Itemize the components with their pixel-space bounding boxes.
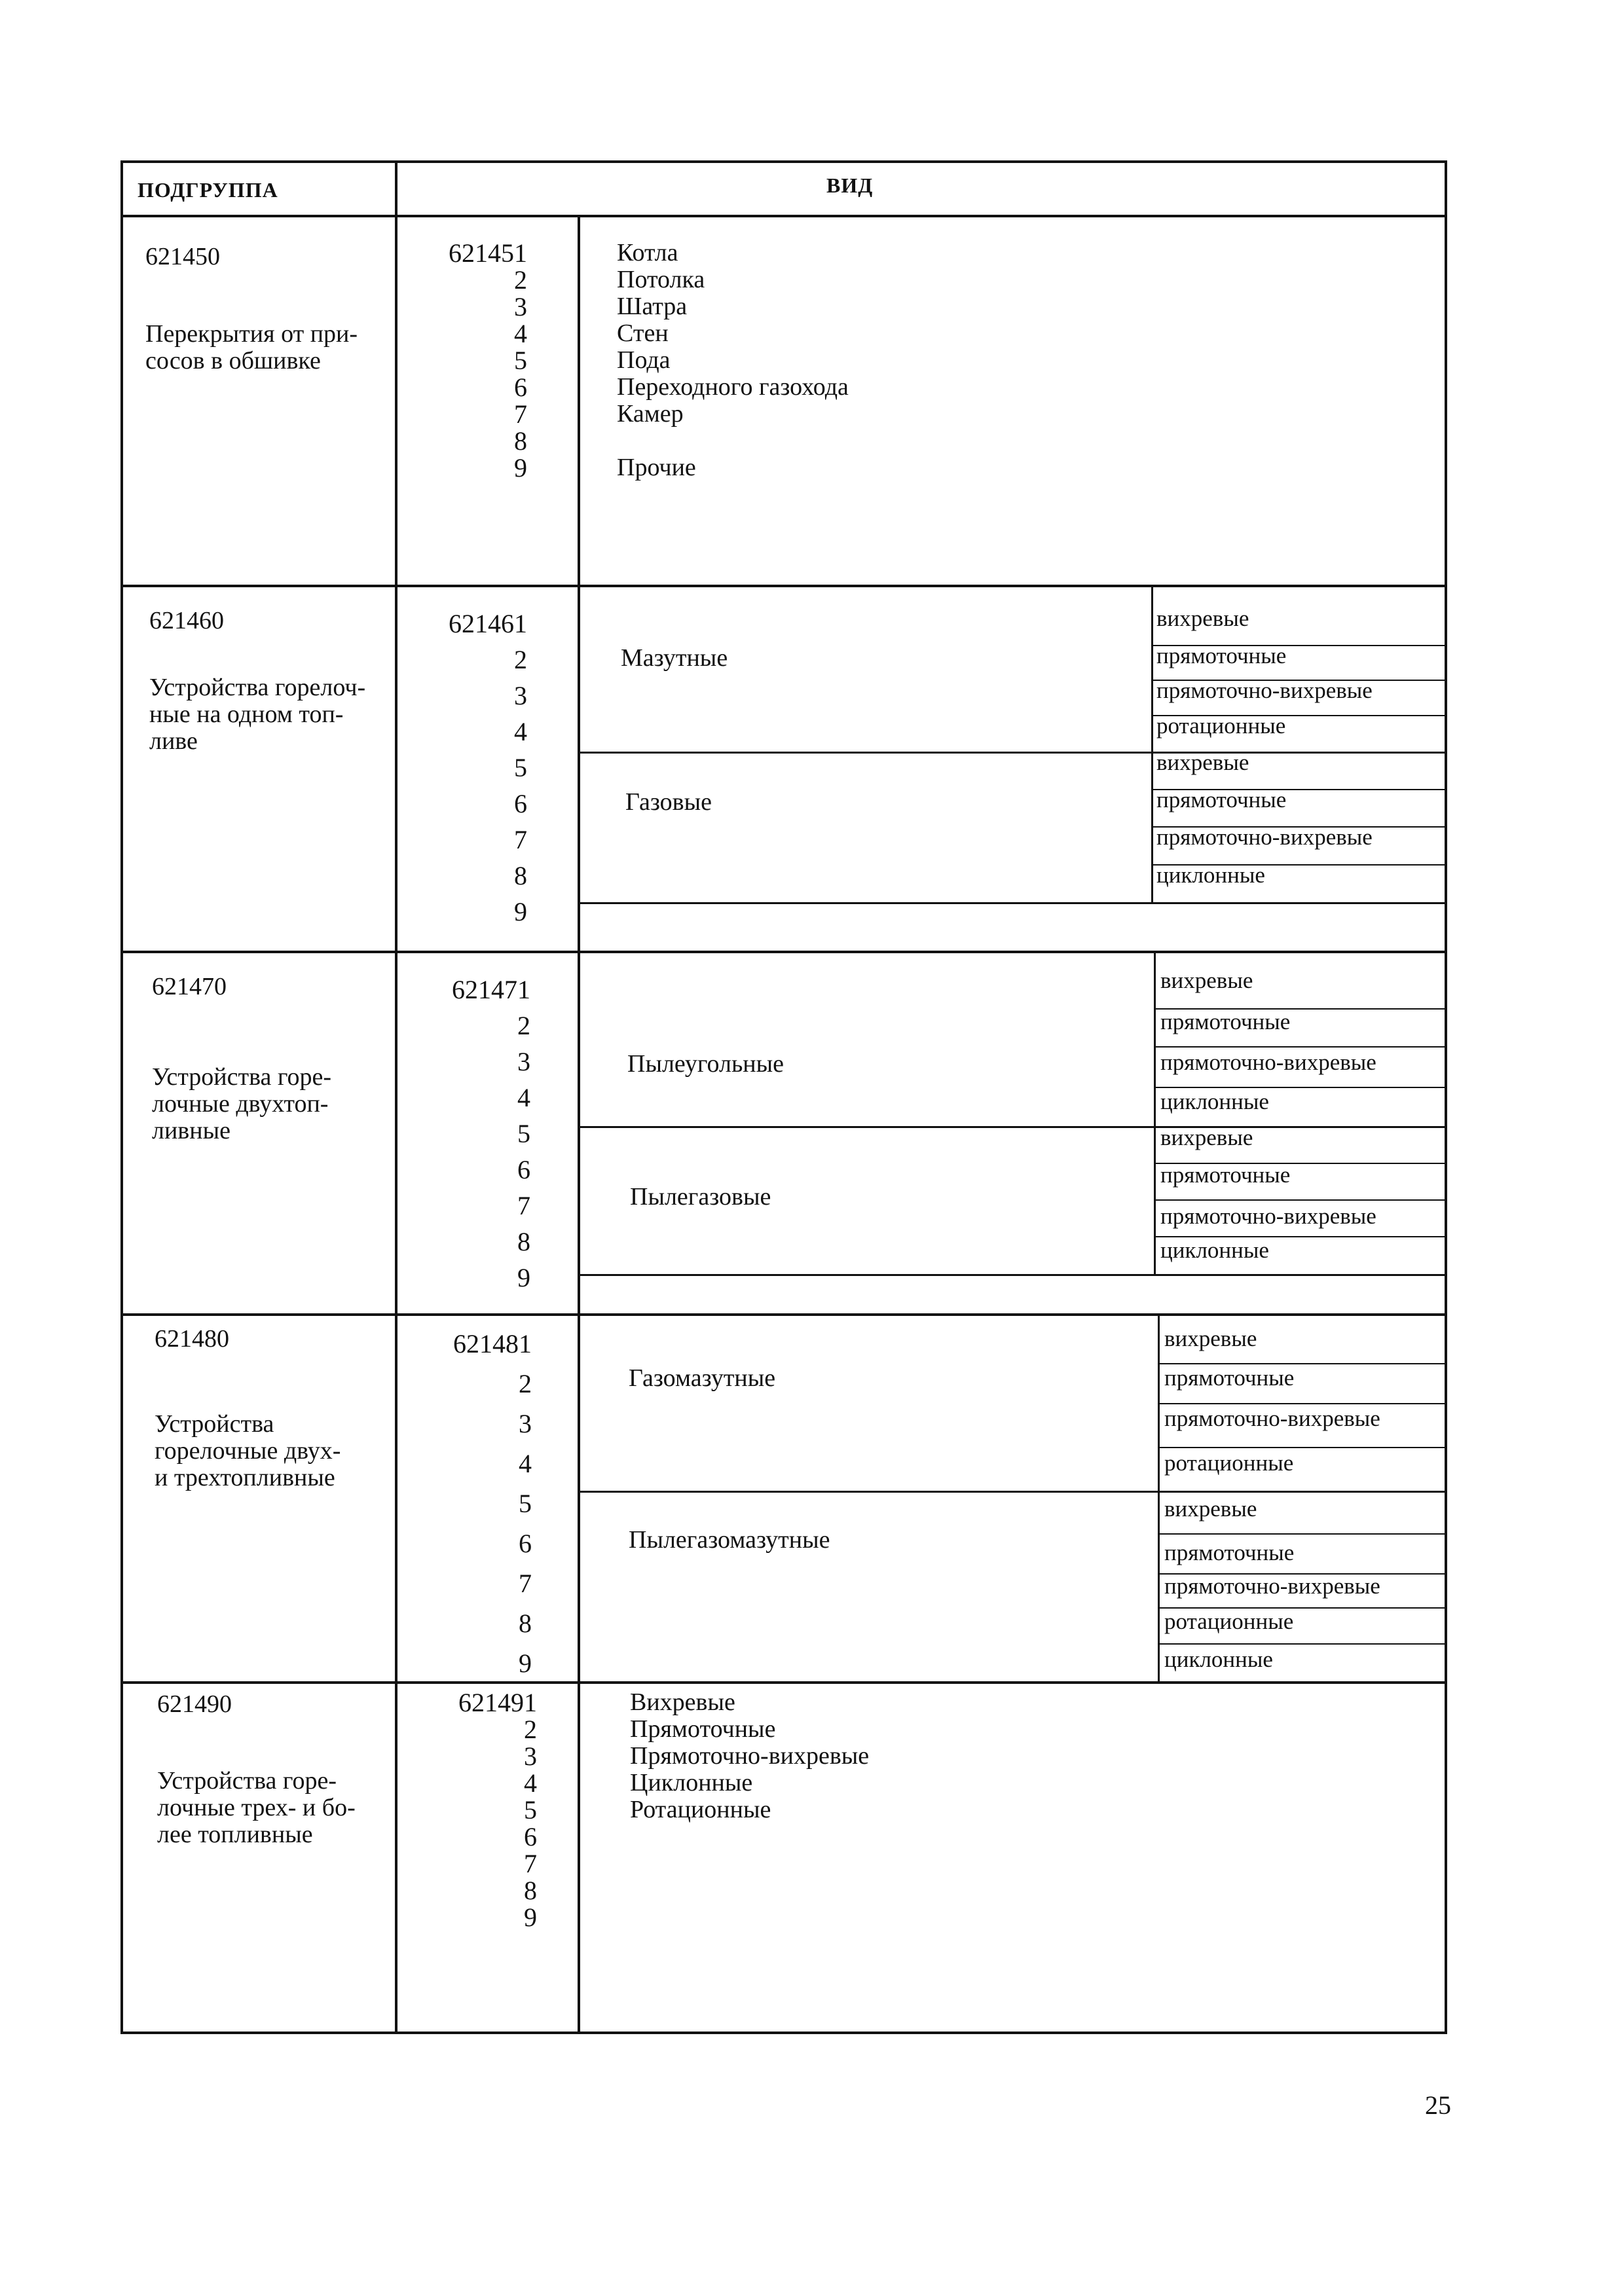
group-name-line: и трехтопливные [155,1464,335,1491]
code-line: 8 [519,1609,532,1638]
list-item: Шатра [617,293,688,320]
code-line: 6 [519,1529,532,1558]
tag-label: циклонные [1160,1237,1269,1263]
code-line: 9 [519,1649,532,1678]
sub-label: Пылегазомазутные [629,1526,830,1554]
code-line: 9 [517,1263,530,1292]
tag-separator [1155,1046,1447,1048]
tag-label: вихревые [1160,968,1253,993]
group-separator [120,1681,1447,1684]
tag-label: прямоточно-вихревые [1156,678,1373,703]
code-line: 621491 [458,1688,537,1717]
col-divider-codes [578,216,580,2033]
group-separator [120,951,1447,953]
sub-separator [579,1126,1447,1128]
code-list [419,1324,532,1683]
code-line: 5 [524,1795,537,1825]
tag-separator [1159,1447,1447,1448]
tag-label: прямоточно-вихревые [1164,1573,1380,1599]
code-line: 6 [514,789,527,818]
group-code: 621470 [152,973,227,1000]
code-line: 9 [514,453,527,483]
page-number: 25 [1425,2090,1451,2120]
list-item: Циклонные [630,1769,753,1796]
tag-label: ротационные [1156,713,1286,738]
group-code: 621480 [155,1325,229,1353]
list-item: Потолка [617,266,705,293]
header-subgroup: ПОДГРУППА [138,178,278,202]
code-line: 621461 [449,609,527,638]
group-code: 621460 [149,607,224,634]
tag-label: прямоточно-вихревые [1160,1049,1376,1075]
code-line: 4 [519,1449,532,1478]
tag-label: прямоточно-вихревые [1156,824,1373,850]
list-item: Стен [617,319,669,347]
code-line: 3 [519,1409,532,1438]
tag-label: прямоточно-вихревые [1160,1203,1376,1229]
group-name-line: ные на одном топ- [149,701,344,728]
tag-label: прямоточные [1160,1009,1291,1034]
tag-column-divider [1151,586,1153,903]
group-name-line: лочные трех- и бо- [157,1794,356,1821]
tag-label: циклонные [1160,1089,1269,1114]
header-divider [120,215,1447,217]
tag-label: прямоточные [1156,643,1287,668]
group-separator [120,1313,1447,1316]
code-line: 5 [517,1119,530,1148]
list-item [617,428,849,454]
group-name-line: Устройства горе- [152,1063,332,1091]
group-name-line: ливные [152,1117,231,1144]
code-line: 9 [524,1903,537,1932]
tag-label: циклонные [1164,1647,1273,1672]
code-line: 2 [514,265,527,295]
code-line: 5 [519,1489,532,1518]
code-line: 7 [517,1191,530,1220]
group-name-line: Устройства [155,1410,274,1438]
sub-separator [579,1491,1447,1493]
tag-label: прямоточные [1164,1540,1295,1565]
tag-label: ротационные [1164,1450,1294,1476]
table-left-border [120,160,123,2034]
sub-label: Газомазутные [629,1364,776,1392]
code-list [419,1689,537,1931]
list-item: Вихревые [630,1688,735,1716]
tag-label: вихревые [1164,1496,1257,1522]
tag-label: прямоточные [1164,1365,1295,1391]
group-separator [120,585,1447,587]
tag-label: ротационные [1164,1609,1294,1634]
code-line: 7 [514,399,527,429]
group-name-line: Перекрытия от при- [145,320,358,348]
code-line: 6 [514,373,527,402]
code-line: 3 [514,681,527,710]
list-item: Прочие [617,454,696,481]
code-line: 9 [514,897,527,926]
group-name-line: ливе [149,727,198,755]
table-bottom-border [120,2032,1447,2034]
tag-label: прямоточные [1160,1162,1291,1188]
tag-separator [1159,1403,1447,1404]
group-name-line: Устройства горелоч- [149,674,366,701]
code-line: 2 [519,1369,532,1398]
code-line: 8 [514,861,527,890]
group-name-line: лочные двухтоп- [152,1090,329,1118]
tag-label: вихревые [1160,1125,1253,1150]
tag-column-divider [1158,1315,1160,1683]
code-line: 7 [519,1569,532,1598]
group-name-line: лее топливные [157,1821,313,1848]
tag-column-divider [1154,952,1156,1274]
tag-label: циклонные [1156,862,1265,888]
tag-separator [1159,1533,1447,1535]
sub-separator [579,1274,1447,1276]
header-type: ВИД [826,173,874,197]
list-item: Прямоточно-вихревые [630,1742,870,1770]
tag-separator [1159,1363,1447,1364]
code-line: 8 [524,1876,537,1905]
list-item: Переходного газохода [617,373,849,401]
code-line: 6 [524,1822,537,1851]
code-line: 7 [524,1849,537,1878]
group-code: 621450 [145,243,220,270]
tag-label: вихревые [1164,1326,1257,1351]
code-line: 5 [514,346,527,375]
tag-label: вихревые [1156,750,1249,775]
code-line: 2 [514,645,527,674]
code-line: 8 [517,1227,530,1256]
tag-label: вихревые [1156,606,1249,631]
code-line: 621471 [452,975,530,1004]
code-list [419,240,527,481]
code-line: 4 [514,717,527,746]
sub-label: Газовые [625,788,712,816]
code-line: 3 [524,1741,537,1771]
code-line: 3 [514,292,527,321]
code-list [419,972,530,1296]
table-right-border [1445,160,1447,2034]
code-line: 6 [517,1155,530,1184]
group-name-line: Устройства горе- [157,1767,337,1795]
code-list [419,606,527,930]
item-list [617,240,849,481]
list-item: Ротационные [630,1796,771,1823]
code-line: 4 [517,1083,530,1112]
item-list [630,1689,869,1823]
code-line: 7 [514,825,527,854]
list-item: Камер [617,400,684,428]
tag-label: прямоточные [1156,787,1287,812]
group-code: 621490 [157,1690,232,1718]
code-line: 621451 [449,238,527,268]
sub-label: Мазутные [621,644,728,672]
code-line: 3 [517,1047,530,1076]
code-line: 8 [514,426,527,456]
list-item: Котла [617,239,678,266]
table-top-border [120,160,1447,163]
code-line: 4 [514,319,527,348]
code-line: 621481 [453,1329,532,1358]
sub-label: Пылеугольные [627,1050,784,1078]
tag-separator [1155,1087,1447,1088]
tag-separator [1155,1199,1447,1201]
sub-separator [579,902,1447,904]
code-line: 5 [514,753,527,782]
list-item: Прямоточные [630,1715,776,1743]
code-line: 2 [517,1011,530,1040]
group-name-line: сосов в обшивке [145,347,321,374]
sub-label: Пылегазовые [630,1183,771,1211]
tag-separator [1159,1643,1447,1645]
list-item: Пода [617,346,671,374]
code-line: 4 [524,1768,537,1798]
col-divider-subgroup [395,160,397,2034]
group-name-line: горелочные двух- [155,1437,341,1465]
code-line: 2 [524,1715,537,1744]
sub-separator [579,752,1447,754]
tag-label: прямоточно-вихревые [1164,1406,1380,1431]
